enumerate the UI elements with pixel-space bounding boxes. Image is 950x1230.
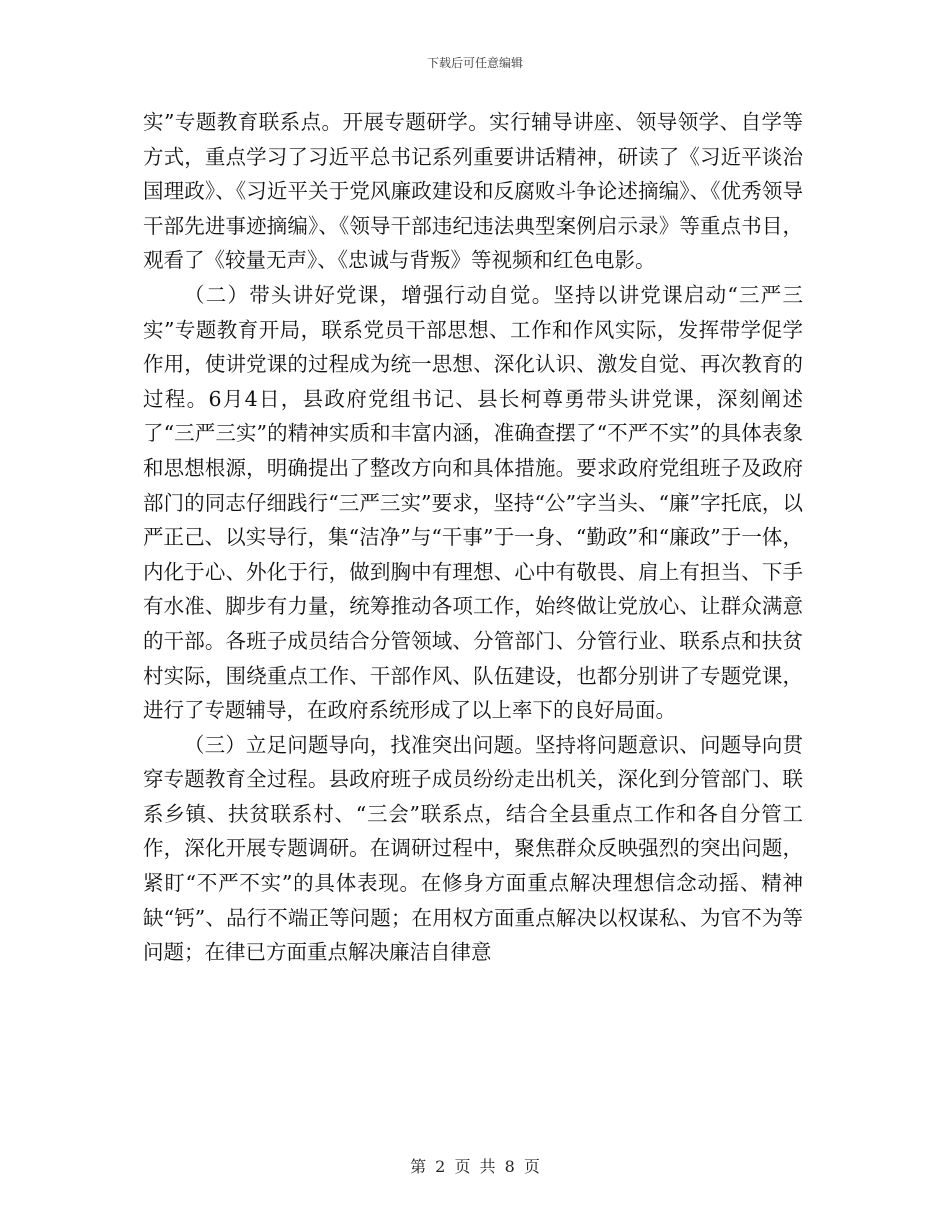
page-header	[0, 54, 950, 71]
header-note: 下载后可任意编辑	[426, 56, 523, 70]
page-footer	[0, 1154, 950, 1177]
document-body	[143, 105, 803, 970]
paragraph-continued: 实”专题教育联系点。开展专题研学。实行辅导讲座、领导领学、自学等方式，重点学习了习近平总书记系列重要讲话精神，研读了《习近平谈治国理政》、《习近平关于党风廉政建设和反腐败斗争论述摘编》、《优秀领导干部先进事迹摘编》、《领导干部违纪违法典型案例启示录》等重点书目，观看了《较量无声》、《忠诚与背叛》等视频和红色电影。	[143, 110, 803, 273]
paragraph-section-3: （三）立足问题导向，找准突出问题。坚持将问题意识、问题导向贯穿专题教育全过程。县政府班子成员纷纷走出机关，深化到分管部门、联系乡镇、扶贫联系村、“三会”联系点，结合全县重点工作和各自分管工作，深化开展专题调研。在调研过程中，聚焦群众反映强烈的突出问题，紧盯“不严不实”的具体表现。在修身方面重点解决理想信念动摇、精神缺“钙”、品行不端正等问题；在用权方面重点解决以权谋私、为官不为等问题；在律已方面重点解决廉洁自律意	[143, 732, 803, 965]
page-number: 第 2 页 共 8 页	[410, 1157, 540, 1176]
paragraph-section-2: （二）带头讲好党课，增强行动自觉。坚持以讲党课启动“三严三实”专题教育开局，联系党员干部思想、工作和作风实际，发挥带学促学作用，使讲党课的过程成为统一思想、深化认识、激发自觉、再次教育的过程。6月4日，县政府党组书记、县长柯尊勇带头讲党课，深刻阐述了“三严三实”的精神实质和丰富内涵，准确查摆了“不严不实”的具体表象和思想根源，明确提出了整改方向和具体措施。要求政府党组班子及政府部门的同志仔细践行“三严三实”要求，坚持“公”字当头、“廉”字托底，以严正己、以实导行，集“洁净”与“干事”于一身、“勤政”和“廉政”于一体，内化于心、外化于行，做到胸中有理想、心中有敬畏、肩上有担当、下手有水准、脚步有力量，统筹推动各项工作，始终做让党放心、让群众满意的干部。各班子成员结合分管领域、分管部门、分管行业、联系点和扶贫村实际，围绕重点工作、干部作风、队伍建设，也都分别讲了专题党课，进行了专题辅导，在政府系统形成了以上率下的良好局面。	[143, 282, 803, 723]
